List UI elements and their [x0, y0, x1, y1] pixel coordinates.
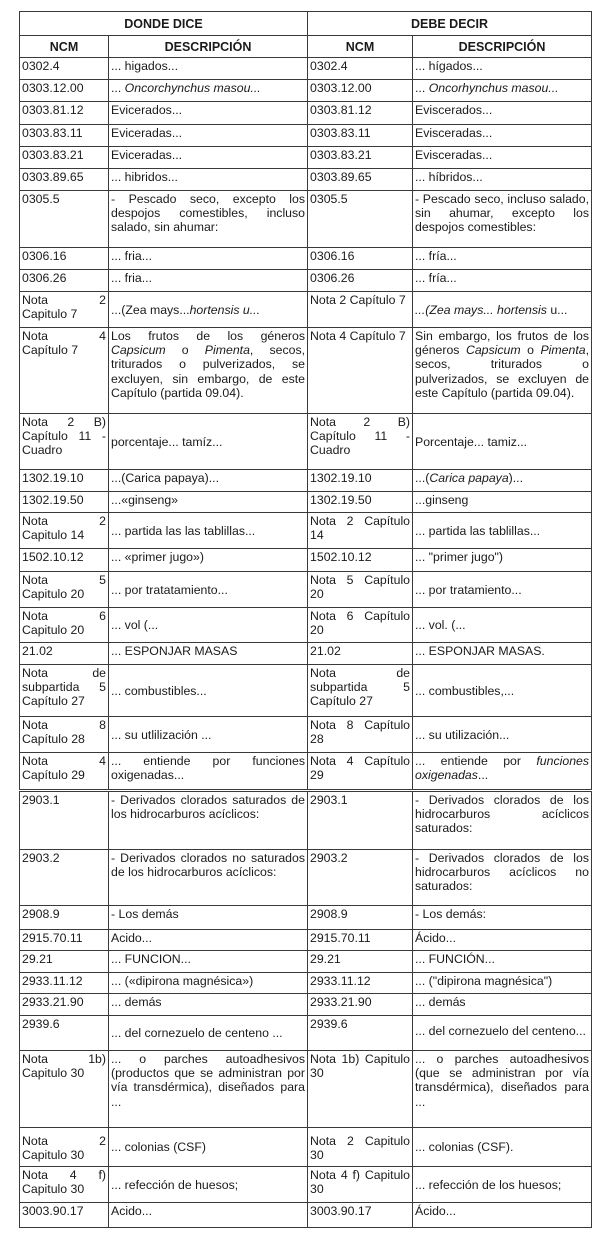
ncm-old: 0302.4 — [20, 58, 109, 80]
ncm-new: 0303.83.11 — [308, 125, 413, 147]
table-row — [20, 328, 592, 414]
ncm-old: 0305.5 — [20, 191, 109, 248]
desc-old: ... fria... — [109, 248, 308, 270]
table-row — [20, 1167, 592, 1203]
desc-old: ... vol (... — [109, 608, 308, 643]
desc-old: ...(Zea mays...hortensis u... — [109, 292, 308, 328]
desc-old: ... ESPONJAR MASAS — [109, 643, 308, 665]
table-row — [20, 973, 592, 994]
ncm-old: 21.02 — [20, 643, 109, 665]
desc-old: ... FUNCION... — [109, 951, 308, 973]
desc-new: ... refección de los huesos; — [413, 1167, 592, 1203]
desc-old: Los frutos de los géneros Capsicum o Pimenta, secos, triturados o pulverizados, se excluyen, sin embargo, de este Capítulo (partida 09.04). — [109, 328, 308, 414]
table-row — [20, 665, 592, 717]
ncm-new: 3003.90.17 — [308, 1203, 413, 1228]
desc-new: ... su utilización... — [413, 717, 592, 753]
ncm-old: 2939.6 — [20, 1016, 109, 1051]
desc-new: Porcentaje... tamiz... — [413, 414, 592, 470]
ncm-old: 0306.16 — [20, 248, 109, 270]
ncm-new: 0305.5 — [308, 191, 413, 248]
table-row — [20, 80, 592, 102]
desc-old: ... combustibles... — [109, 665, 308, 717]
ncm-new: 0306.26 — [308, 270, 413, 292]
table-row — [20, 951, 592, 973]
desc-old: Evicerados... — [109, 102, 308, 125]
table-row — [20, 58, 592, 80]
desc-new: ... FUNCIÓN... — [413, 951, 592, 973]
desc-new: ... hígados... — [413, 58, 592, 80]
header-ncm-b: NCM — [308, 36, 413, 58]
errata-table-part-1 — [19, 11, 592, 790]
table-row — [20, 1016, 592, 1051]
ncm-new: Nota 1b) Capitulo 30 — [308, 1051, 413, 1128]
desc-new: ... del cornezuelo del centeno... — [413, 1016, 592, 1051]
desc-old: - Derivados clorados saturados de los hidrocarburos acíclicos: — [109, 792, 308, 850]
ncm-new: Nota 8 Capítulo 28 — [308, 717, 413, 753]
desc-new: ... por tratamiento... — [413, 572, 592, 608]
ncm-new: 0303.89.65 — [308, 169, 413, 191]
desc-old: ...«ginseng» — [109, 492, 308, 513]
ncm-new: 21.02 — [308, 643, 413, 665]
ncm-new: 2933.21.90 — [308, 994, 413, 1016]
desc-new: ... combustibles,... — [413, 665, 592, 717]
ncm-old: 2915.70.11 — [20, 930, 109, 951]
table-row — [20, 608, 592, 643]
header-descripcion-b: DESCRIPCIÓN — [413, 36, 592, 58]
ncm-new: Nota 4 Capítulo 7 — [308, 328, 413, 414]
desc-new: ...(Zea mays... hortensis u... — [413, 292, 592, 328]
desc-old: ... colonias (CSF) — [109, 1128, 308, 1167]
desc-old: ... o parches autoadhesivos (productos que se administran por vía transdérmica), diseñados para ... — [109, 1051, 308, 1128]
table-row — [20, 930, 592, 951]
ncm-old: 3003.90.17 — [20, 1203, 109, 1228]
desc-old: - Derivados clorados no saturados de los hidrocarburos acíclicos: — [109, 850, 308, 906]
desc-new: - Derivados clorados de los hidrocarburos acíclicos no saturados: — [413, 850, 592, 906]
ncm-old: 2908.9 — [20, 906, 109, 930]
table-row — [20, 248, 592, 270]
desc-new: ... demás — [413, 994, 592, 1016]
table-row — [20, 292, 592, 328]
desc-new: ... híbridos... — [413, 169, 592, 191]
ncm-old: Nota 5 Capitulo 20 — [20, 572, 109, 608]
desc-new: Eviscerados... — [413, 102, 592, 125]
desc-new: ... ESPONJAR MASAS. — [413, 643, 592, 665]
desc-new: Evisceradas... — [413, 125, 592, 147]
ncm-old: Nota 6 Capitulo 20 — [20, 608, 109, 643]
ncm-new: 2933.11.12 — [308, 973, 413, 994]
desc-old: ... del cornezuelo de centeno ... — [109, 1016, 308, 1051]
table-row — [20, 102, 592, 125]
ncm-new: 1302.19.10 — [308, 470, 413, 492]
ncm-old: Nota 4 f) Capitulo 30 — [20, 1167, 109, 1203]
desc-new: ... partida las tablillas... — [413, 513, 592, 549]
ncm-old: 1502.10.12 — [20, 549, 109, 572]
ncm-new: 0306.16 — [308, 248, 413, 270]
table-row — [20, 125, 592, 147]
desc-old: Eviceradas... — [109, 147, 308, 169]
desc-old: ... («dipirona magnésica») — [109, 973, 308, 994]
table-row — [20, 994, 592, 1016]
ncm-old: 2903.1 — [20, 792, 109, 850]
ncm-new: Nota de subpartida 5 Capítulo 27 — [308, 665, 413, 717]
desc-old: ... hibridos... — [109, 169, 308, 191]
desc-new: ... colonias (CSF). — [413, 1128, 592, 1167]
ncm-new: Nota 2 Capitulo 30 — [308, 1128, 413, 1167]
desc-old: ... partida las las tablillas... — [109, 513, 308, 549]
ncm-new: 0302.4 — [308, 58, 413, 80]
table-row — [20, 717, 592, 753]
desc-old: porcentaje... tamíz... — [109, 414, 308, 470]
table-row — [20, 147, 592, 169]
ncm-old: 2933.21.90 — [20, 994, 109, 1016]
table-row — [20, 492, 592, 513]
desc-old: ... entiende por funciones oxigenadas... — [109, 753, 308, 790]
desc-old: Acido... — [109, 930, 308, 951]
desc-old: ... demás — [109, 994, 308, 1016]
ncm-new: 1502.10.12 — [308, 549, 413, 572]
table-row — [20, 643, 592, 665]
ncm-old: Nota de subpartida 5 Capítulo 27 — [20, 665, 109, 717]
desc-old: - Los demás — [109, 906, 308, 930]
table-row — [20, 792, 592, 850]
desc-new: ... vol. (... — [413, 608, 592, 643]
ncm-new: 29.21 — [308, 951, 413, 973]
desc-new: ... "primer jugo") — [413, 549, 592, 572]
table-row — [20, 1128, 592, 1167]
ncm-new: 1302.19.50 — [308, 492, 413, 513]
ncm-old: 2903.2 — [20, 850, 109, 906]
ncm-new: 2915.70.11 — [308, 930, 413, 951]
ncm-old: 1302.19.10 — [20, 470, 109, 492]
header-ncm-a: NCM — [20, 36, 109, 58]
ncm-old: 1302.19.50 — [20, 492, 109, 513]
table-row — [20, 850, 592, 906]
ncm-old: Nota 2 Capitulo 7 — [20, 292, 109, 328]
table-row — [20, 470, 592, 492]
table-row — [20, 572, 592, 608]
ncm-new: 0303.81.12 — [308, 102, 413, 125]
desc-new: ... o parches autoadhesivos (que se administran por vía transdérmica), diseñados para ... — [413, 1051, 592, 1128]
desc-new: ... fría... — [413, 248, 592, 270]
ncm-new: 2903.1 — [308, 792, 413, 850]
ncm-old: Nota 2 Capitulo 14 — [20, 513, 109, 549]
ncm-old: 0303.89.65 — [20, 169, 109, 191]
table-row — [20, 906, 592, 930]
desc-old: ... «primer jugo») — [109, 549, 308, 572]
ncm-old: 0306.26 — [20, 270, 109, 292]
ncm-old: 29.21 — [20, 951, 109, 973]
ncm-old: Nota 8 Capítulo 28 — [20, 717, 109, 753]
ncm-old: 0303.12.00 — [20, 80, 109, 102]
ncm-old: Nota 2 Capitulo 30 — [20, 1128, 109, 1167]
desc-new: - Los demás: — [413, 906, 592, 930]
ncm-new: Nota 6 Capítulo 20 — [308, 608, 413, 643]
table-row — [20, 1051, 592, 1128]
table-row — [20, 169, 592, 191]
header-donde-dice: DONDE DICE — [20, 12, 308, 36]
table-row — [20, 513, 592, 549]
desc-new: ...(Carica papaya)... — [413, 470, 592, 492]
table-row — [20, 414, 592, 470]
ncm-old: 2933.11.12 — [20, 973, 109, 994]
ncm-old: Nota 4 Capítulo 7 — [20, 328, 109, 414]
ncm-new: Nota 2 B) Capítulo 11 - Cuadro — [308, 414, 413, 470]
desc-new: ... fría... — [413, 270, 592, 292]
desc-old: ... higados... — [109, 58, 308, 80]
ncm-new: 0303.12.00 — [308, 80, 413, 102]
desc-new: Ácido... — [413, 930, 592, 951]
ncm-new: Nota 2 Capítulo 7 — [308, 292, 413, 328]
desc-old: ...(Carica papaya)... — [109, 470, 308, 492]
ncm-new: Nota 5 Capítulo 20 — [308, 572, 413, 608]
desc-new: ... ("dipirona magnésica") — [413, 973, 592, 994]
desc-old: ... refección de huesos; — [109, 1167, 308, 1203]
ncm-new: 2908.9 — [308, 906, 413, 930]
desc-new: Evisceradas... — [413, 147, 592, 169]
ncm-new: 2939.6 — [308, 1016, 413, 1051]
errata-table-part-2 — [19, 791, 592, 1228]
desc-new: - Pescado seco, incluso salado, sin ahumar, excepto los despojos comestibles: — [413, 191, 592, 248]
desc-new: ... Oncorhynchus masou... — [413, 80, 592, 102]
ncm-old: Nota 1b) Capitulo 30 — [20, 1051, 109, 1128]
desc-old: Eviceradas... — [109, 125, 308, 147]
desc-new: ...ginseng — [413, 492, 592, 513]
desc-new: - Derivados clorados de los hidrocarburos acíclicos saturados: — [413, 792, 592, 850]
desc-new: ... entiende por funciones oxigenadas... — [413, 753, 592, 790]
desc-new: Ácido... — [413, 1203, 592, 1228]
ncm-new: 2903.2 — [308, 850, 413, 906]
table-row — [20, 191, 592, 248]
desc-old: - Pescado seco, excepto los despojos comestibles, incluso salado, sin ahumar: — [109, 191, 308, 248]
ncm-new: Nota 4 Capítulo 29 — [308, 753, 413, 790]
table-row — [20, 549, 592, 572]
desc-old: Acido... — [109, 1203, 308, 1228]
desc-old: ... Oncorchynchus masou... — [109, 80, 308, 102]
ncm-new: Nota 4 f) Capitulo 30 — [308, 1167, 413, 1203]
table-row — [20, 1203, 592, 1228]
ncm-old: Nota 2 B) Capítulo 11 - Cuadro — [20, 414, 109, 470]
ncm-old: 0303.81.12 — [20, 102, 109, 125]
ncm-new: 0303.83.21 — [308, 147, 413, 169]
desc-new: Sin embargo, los frutos de los géneros Capsicum o Pimenta, secos, triturados o pulverizados, se excluyen de este Capítulo (partida 09.04). — [413, 328, 592, 414]
header-descripcion-a: DESCRIPCIÓN — [109, 36, 308, 58]
ncm-new: Nota 2 Capítulo 14 — [308, 513, 413, 549]
table-row — [20, 753, 592, 790]
ncm-old: 0303.83.21 — [20, 147, 109, 169]
desc-old: ... su utlilización ... — [109, 717, 308, 753]
ncm-old: Nota 4 Capítulo 29 — [20, 753, 109, 790]
header-debe-decir: DEBE DECIR — [308, 12, 592, 36]
desc-old: ... fria... — [109, 270, 308, 292]
desc-old: ... por tratatamiento... — [109, 572, 308, 608]
ncm-old: 0303.83.11 — [20, 125, 109, 147]
table-row — [20, 270, 592, 292]
